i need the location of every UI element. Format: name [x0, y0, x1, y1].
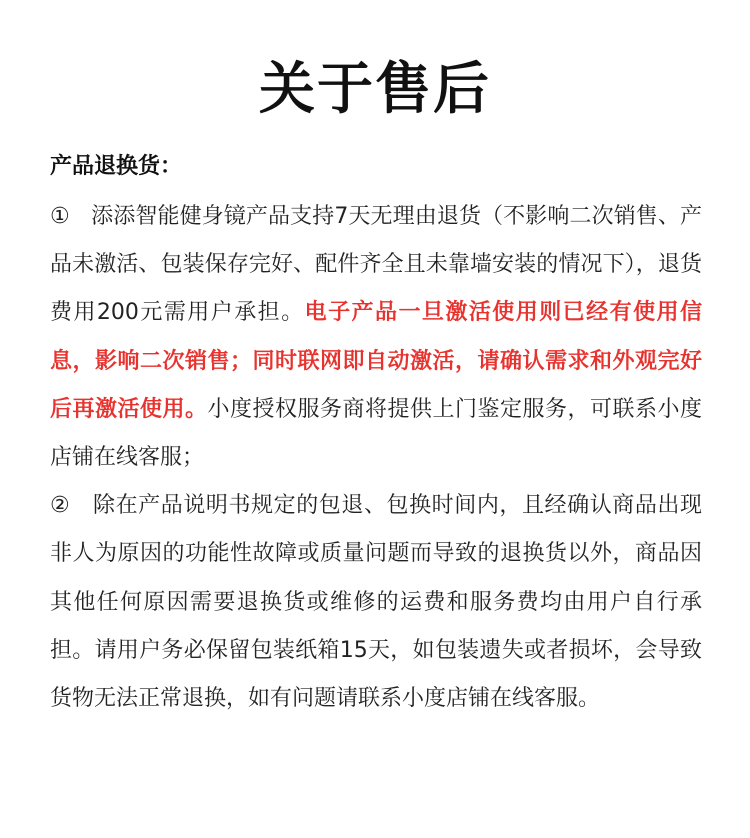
policy-item-1 — [50, 193, 702, 482]
policy-body — [50, 193, 702, 723]
item-1-emphasis-text: 电子产品一旦激活使用则已经有使用信息，影响二次销售；同时联网即自动激活，请确认需求和外观完好后再激活使用。 — [50, 300, 702, 422]
policy-item-2 — [50, 482, 702, 723]
item-2-marker: ② — [50, 493, 71, 519]
item-2-text: 除在产品说明书规定的包退、包换时间内，且经确认商品出现非人为原因的功能性故障或质量问题而导致的退换货以外，商品因其他任何原因需要退换货或维修的运费和服务费均由用户自行承担。请用户务必保留包装纸箱15天，如包装遗失或者损坏，会导致货物无法正常退换，如有问题请联系小度店铺在线客服。 — [50, 493, 702, 712]
item-1-marker: ① — [50, 204, 70, 229]
page-title: 关于售后 — [259, 57, 491, 122]
item-1-text-continued: 小度授权服务商将提供上门鉴定服务，可联系小度店铺在线客服； — [50, 396, 702, 471]
section-heading: 产品退换货： — [50, 154, 183, 179]
item-1-text: 添添智能健身镜产品支持7天无理由退货（不影响二次销售、产品未激活、包装保存完好、配件齐全且未靠墙安装的情况下），退货费用200元需用户承担。 — [50, 204, 703, 326]
